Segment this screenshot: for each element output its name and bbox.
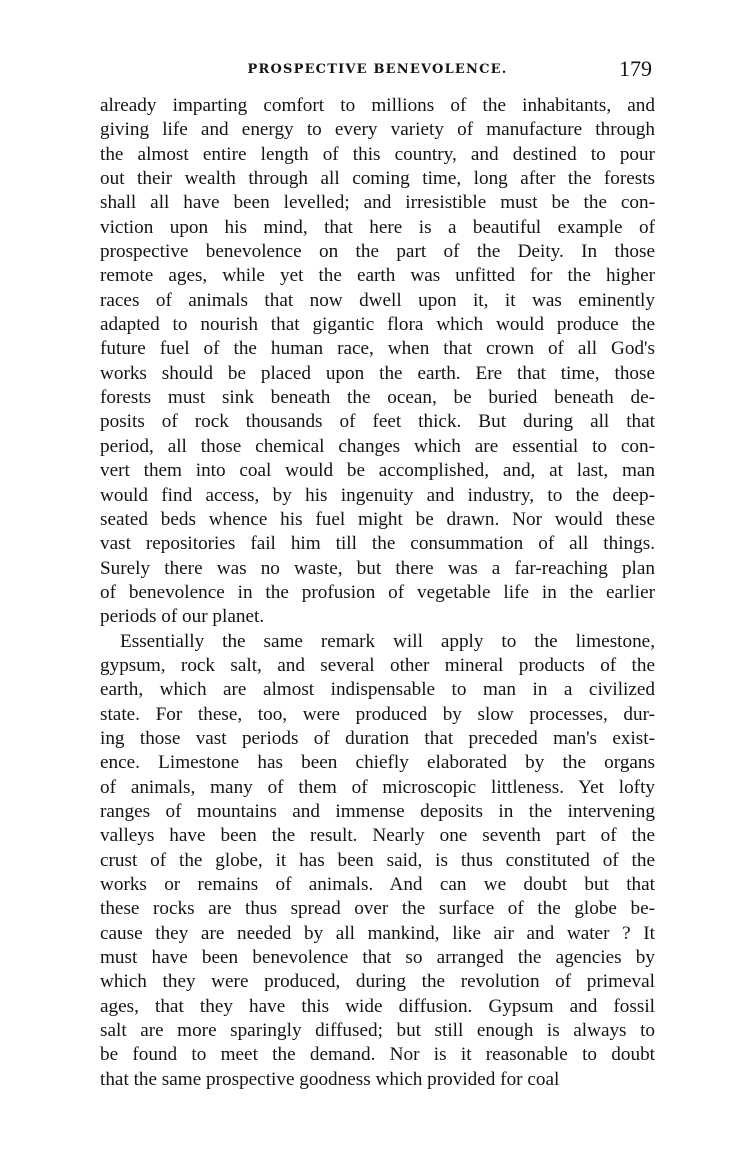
text-line: must have been benevolence that so arranged the agencies by	[100, 947, 655, 969]
text-line: ranges of mountains and immense deposits in the intervening	[100, 800, 655, 822]
text-line: Essentially the same remark will apply to the limestone,	[120, 630, 655, 652]
text-line: out their wealth through all coming time, long after the forests	[100, 168, 655, 190]
text-line: already imparting comfort to millions of the inhabitants, and	[100, 95, 655, 116]
paragraph	[100, 94, 655, 630]
text-line: salt are more sparingly diffused; but still enough is always to	[100, 1020, 655, 1042]
text-line: posits of rock thousands of feet thick. But during all that	[100, 411, 655, 433]
paragraph	[100, 630, 655, 1093]
text-line: state. For these, too, were produced by slow processes, dur-	[100, 703, 655, 725]
text-line: works should be placed upon the earth. Ere that time, those	[100, 362, 655, 384]
text-line: future fuel of the human race, when that crown of all God's	[100, 338, 655, 360]
text-line: races of animals that now dwell upon it, it was eminently	[100, 289, 655, 311]
text-line: prospective benevolence on the part of the Deity. In those	[100, 241, 655, 263]
text-line: ages, that they have this wide diffusion. Gypsum and fossil	[100, 995, 655, 1017]
text-line: would find access, by his ingenuity and industry, to the deep-	[100, 484, 655, 506]
running-header	[100, 56, 655, 86]
text-line: that the same prospective goodness which provided for coal	[100, 1068, 560, 1090]
text-line: vast repositories fail him till the consummation of all things.	[100, 533, 655, 555]
text-line: seated beds whence his fuel might be drawn. Nor would these	[100, 508, 655, 530]
text-line: crust of the globe, it has been said, is thus constituted of the	[100, 849, 655, 871]
text-line: valleys have been the result. Nearly one seventh part of the	[100, 825, 655, 847]
text-line: shall all have been levelled; and irresistible must be the con-	[100, 192, 655, 214]
text-line: giving life and energy to every variety of manufacture through	[100, 119, 655, 141]
page-number: 179	[619, 56, 652, 81]
text-line: earth, which are almost indispensable to man in a civilized	[100, 679, 655, 701]
text-line: ing those vast periods of duration that preceded man's exist-	[100, 727, 655, 749]
text-line: period, all those chemical changes which are essential to con-	[100, 435, 655, 457]
text-line: adapted to nourish that gigantic flora which would produce the	[100, 314, 655, 336]
text-line: the almost entire length of this country, and destined to pour	[100, 143, 655, 165]
text-line: remote ages, while yet the earth was unfitted for the higher	[100, 265, 655, 287]
text-line: vert them into coal would be accomplished, and, at last, man	[100, 460, 655, 482]
text-line: of benevolence in the profusion of vegetable life in the earlier	[100, 581, 655, 603]
text-line: of animals, many of them of microscopic littleness. Yet lofty	[100, 776, 655, 798]
text-line: these rocks are thus spread over the surface of the globe be-	[100, 898, 655, 920]
text-line: cause they are needed by all mankind, like air and water ? It	[100, 922, 655, 944]
text-line: Surely there was no waste, but there was a far-reaching plan	[100, 557, 655, 579]
body-text	[100, 94, 655, 1092]
text-line: which they were produced, during the revolution of primeval	[100, 971, 655, 993]
running-header-title: PROSPECTIVE BENEVOLENCE.	[247, 62, 508, 77]
text-line: periods of our planet.	[100, 606, 265, 628]
text-line: viction upon his mind, that here is a beautiful example of	[100, 216, 655, 238]
text-line: ence. Limestone has been chiefly elaborated by the organs	[100, 752, 655, 774]
text-line: gypsum, rock salt, and several other mineral products of the	[100, 654, 655, 676]
text-line: works or remains of animals. And can we doubt but that	[100, 874, 655, 895]
text-line: be found to meet the demand. Nor is it reasonable to doubt	[100, 1044, 655, 1066]
text-line: forests must sink beneath the ocean, be buried beneath de-	[100, 387, 655, 409]
